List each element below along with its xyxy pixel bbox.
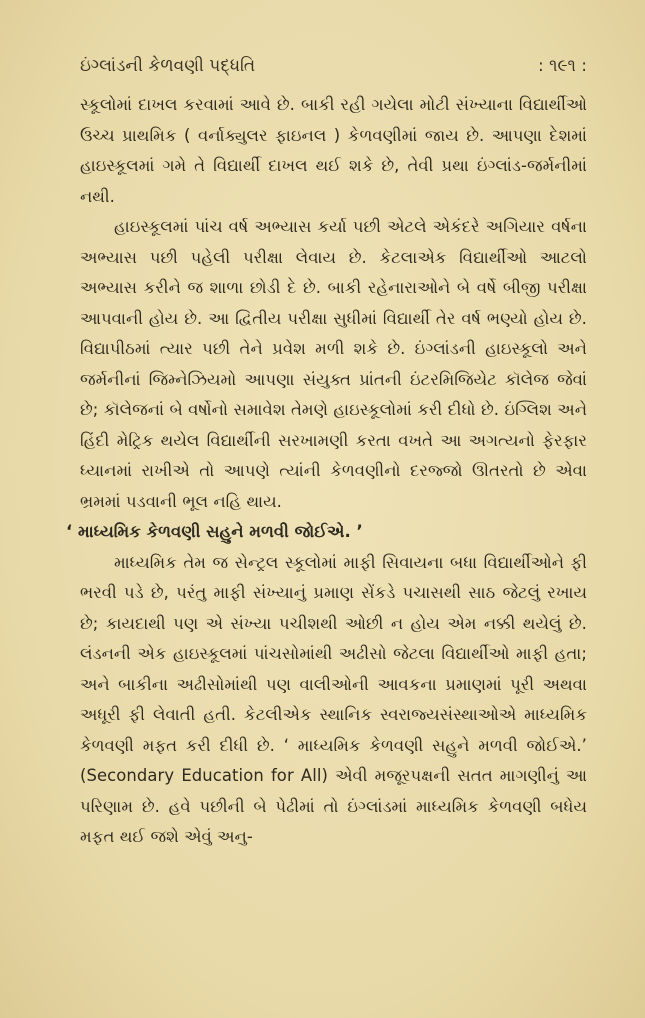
section-heading: ‘ માધ્યમિક કેળવણી સહુને મળવી જોઈએ. ’ <box>66 522 363 541</box>
page-header <box>80 56 587 76</box>
paragraph-3: માધ્યમિક તેમ જ સેન્ટ્રલ સ્કૂલોમાં માફી સિવાયના બધા વિદ્યાર્થીઓને ફી ભરવી પડે છે, પરંતુ માફી સંખ્યાનું પ્રમાણ સેંકડે પચાસથી સાઠ જેટલું રખાય છે; કાયદાથી પણ એ સંખ્યા પચીશથી ઓછી ન હોય એમ નક્કી થયેલું છે. લંડનની એક હાઇસ્કૂલમાં પાંચસોમાંથી અઢીસો જેટલા વિદ્યાર્થીઓ માફી હતા; અને બાકીના અઢીસોમાંથી પણ વાલીઓની આવકના પ્રમાણમાં પૂરી અથવા અધૂરી ફી લેવાતી હતી. કેટલીએક સ્થાનિક સ્વરાજ્યસંસ્થાઓએ માધ્યમિક કેળવણી મફત કરી દીધી છે. ‘ માધ્યમિક કેળવણી સહુને મળવી જોઈએ.’ (Secondary Education for All) એવી મજૂરપક્ષની સતત માગણીનું આ પરિણામ છે. હવે પછીની બે પેઢીમાં તો ઇંગ્લાંડમાં માધ્યમિક કેળવણી બધેય મફત થઈ જશે એવું અનુ- <box>80 552 587 846</box>
paragraph-2: હાઇસ્કૂલમાં પાંચ વર્ષ અભ્યાસ કર્યા પછી એટલે એકંદરે અગિયાર વર્ષના અભ્યાસ પછી પહેલી પરીક્ષા લેવાય છે. કેટલાએક વિદ્યાર્થીઓ આટલો અભ્યાસ કરીને જ શાળા છોડી દે છે. બાકી રહેનારાઓને બે વર્ષે બીજી પરીક્ષા આપવાની હોય છે. આ દ્વિતીય પરીક્ષા સુધીમાં વિદ્યાર્થી તેર વર્ષ ભણ્યો હોય છે. વિદ્યાપીઠમાં ત્યાર પછી તેને પ્રવેશ મળી શકે છે. ઇંગ્લાંડની હાઇસ્કૂલો અને જર્મનીનાં જિમ્નેઝિયમો આપણા સંયુક્ત પ્રાંતની ઇંટરમિજિયેટ કૉલેજ જેવાં છે; કૉલેજનાં બે વર્ષોનો સમાવેશ તેમણે હાઇસ્કૂલોમાં કરી દીધો છે. ઇંગ્લિશ અને હિંદી મેટ્રિક થયેલ વિદ્યાર્થીની સરખામણી કરતા વખતે આ અગત્યનો ફેરફાર ધ્યાનમાં રાખીએ તો આપણે ત્યાંની કેળવણીનો દરજ્જો ઊતરતો છે એવા ભ્રમમાં પડવાની ભૂલ નહિ થાય. <box>80 217 587 511</box>
running-title: ઇંગ્લાંડની કેળવણી પદ્ધતિ <box>80 56 256 76</box>
paragraph-1: સ્કૂલોમાં દાખલ કરવામાં આવે છે. બાકી રહી ગયેલા મોટી સંખ્યાના વિદ્યાર્થીઓ ઉચ્ચ પ્રાથમિક ( વર્નાક્યુલર ફાઇનલ ) કેળવણીમાં જાય છે. આપણા દેશમાં હાઇસ્કૂલમાં ગમે તે વિદ્યાર્થી દાખલ થઈ શકે છે, તેવી પ્રથા ઇંગ્લાંડ-જર્મનીમાં નથી. <box>80 95 587 206</box>
page-number: : ૧૯૧ : <box>538 56 587 76</box>
